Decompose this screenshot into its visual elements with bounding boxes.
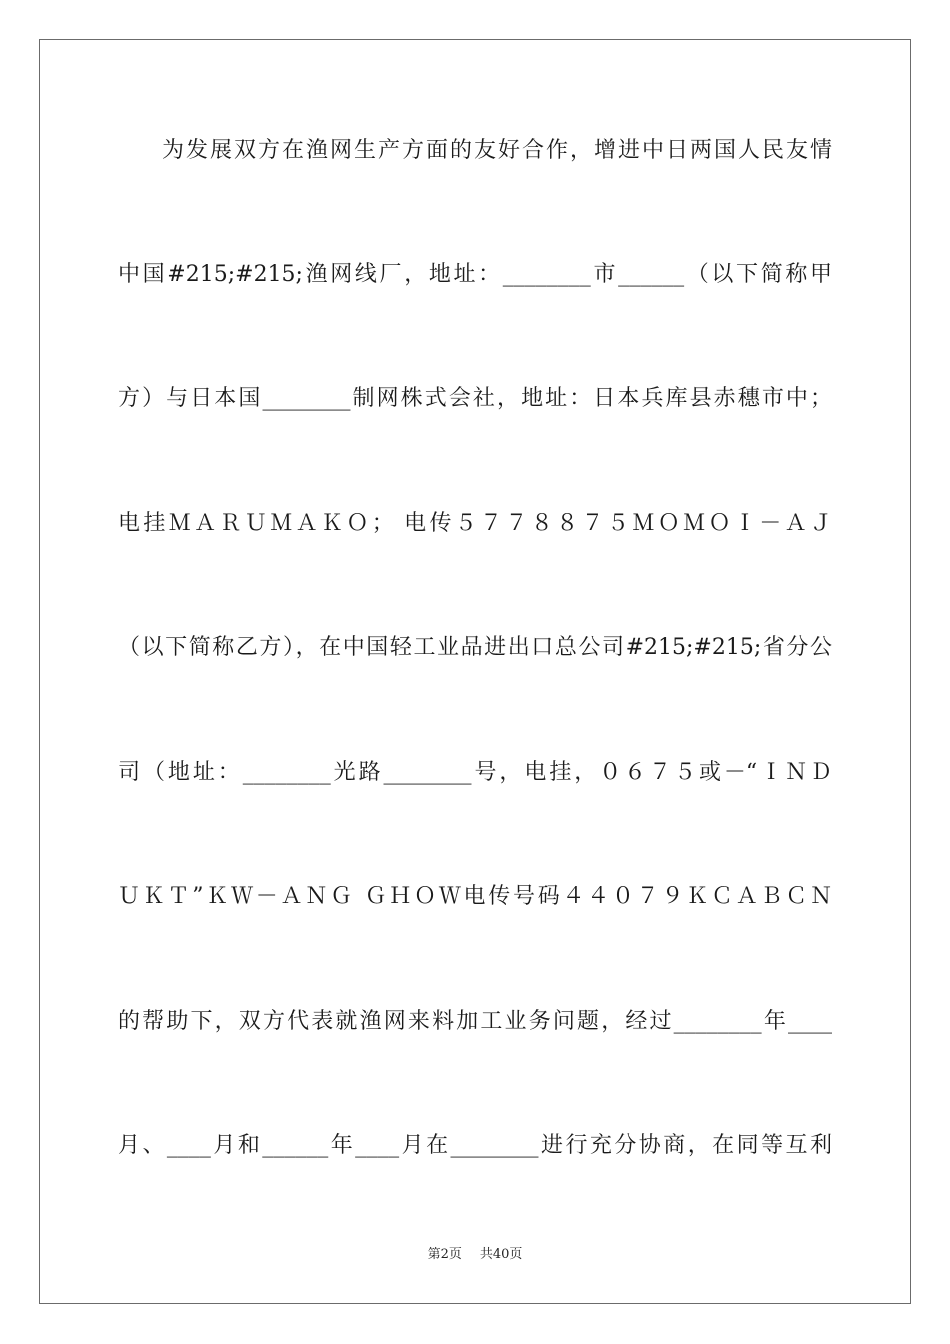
body-line-9: 月、____月和______年____月在________进行充分协商，在同等互利 — [118, 1133, 832, 1158]
body-line-7: ＵＫＴ”ＫＷ－ＡＮＧ ＧＨＯＷ电传号码４４０７９ＫＣＡＢＣＮ — [118, 884, 832, 909]
body-line-2: 中国#215;#215;渔网线厂，地址：________市______（以下简称甲 — [118, 262, 832, 287]
page-footer — [0, 1246, 950, 1264]
page-total: 共40页 — [479, 1247, 523, 1262]
body-line-1: 为发展双方在渔网生产方面的友好合作，增进中日两国人民友情 — [162, 138, 832, 163]
page-border — [39, 39, 911, 1304]
body-line-3: 方）与日本国________制网株式会社，地址：日本兵库县赤穗市中； — [118, 386, 832, 411]
body-line-8: 的帮助下，双方代表就渔网来料加工业务问题，经过________年____ — [118, 1009, 832, 1034]
body-line-4: 电挂ＭＡＲＵＭＡＫＯ； 电传５７７８８７５ＭＯＭＯＩ－ＡＪ — [118, 511, 832, 536]
body-line-6: 司（地址：________光路________号，电挂，０６７５或－“ＩＮＤ — [118, 760, 832, 785]
body-line-5: （以下简称乙方），在中国轻工业品进出口总公司#215;#215;省分公 — [118, 635, 832, 660]
page-number: 第2页 — [427, 1247, 462, 1262]
